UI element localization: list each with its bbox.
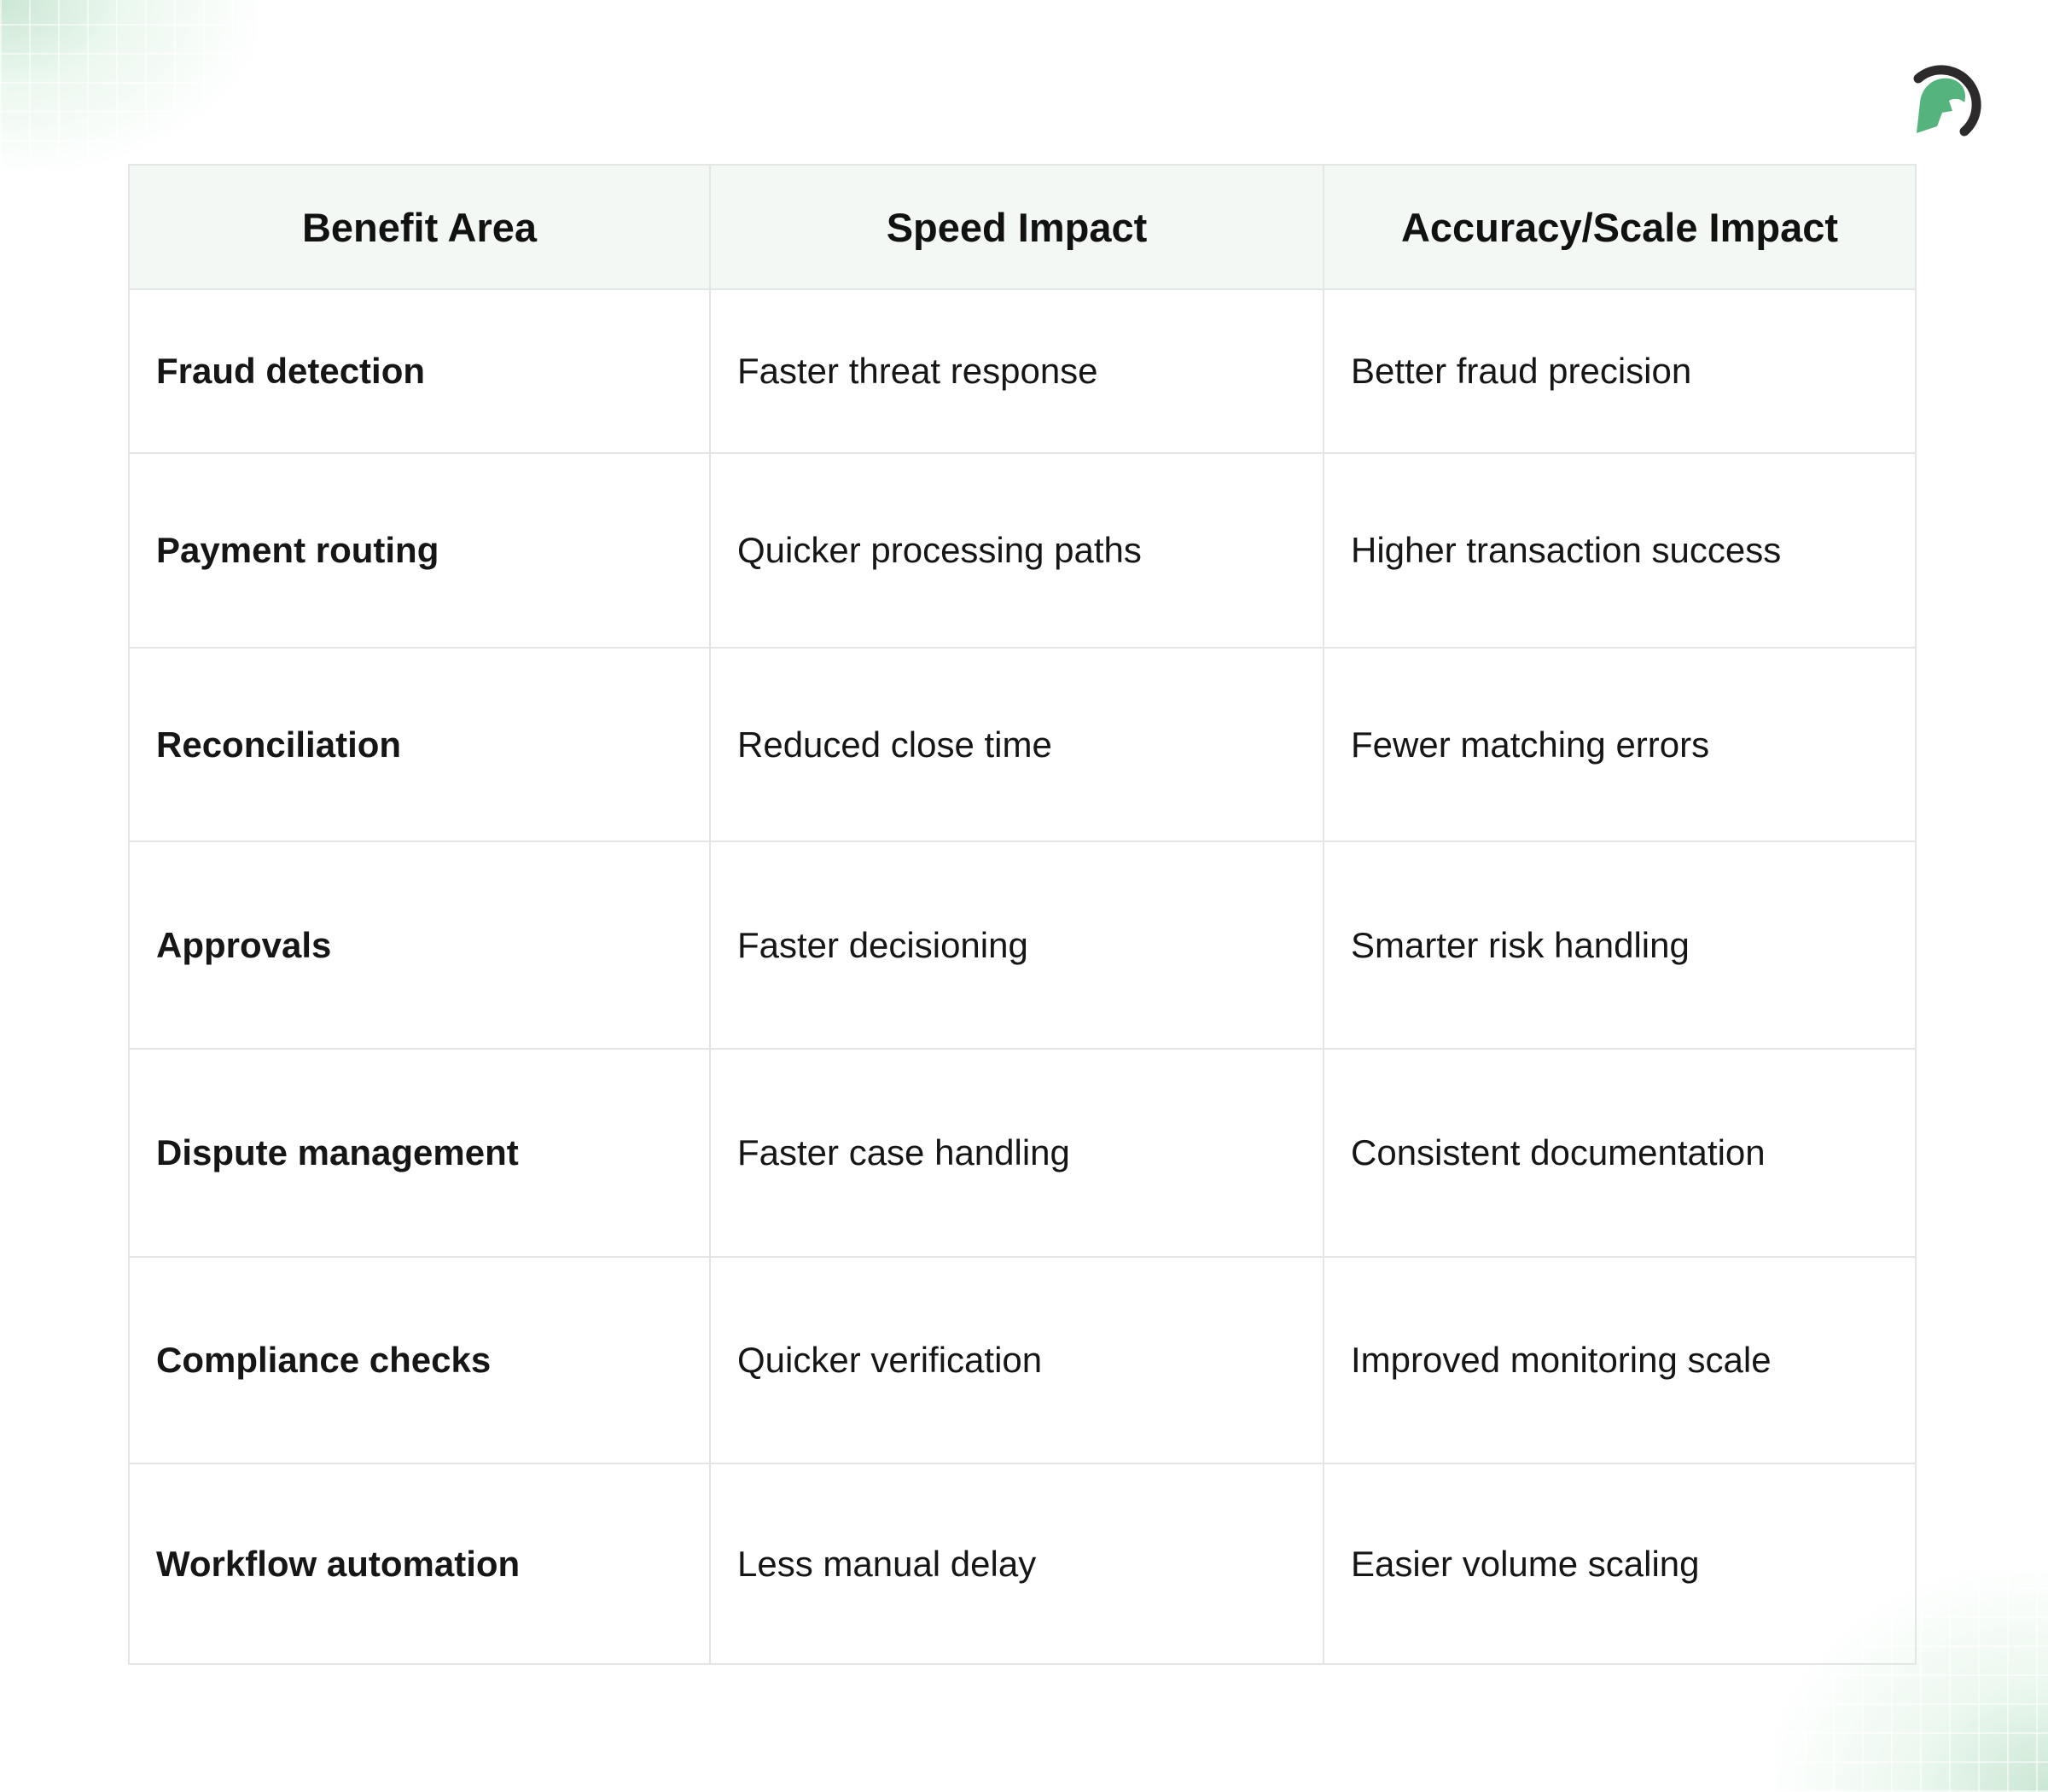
- table-row: [129, 841, 1916, 1049]
- table-row: [129, 289, 1916, 453]
- column-header-benefit-area: Benefit Area: [129, 165, 710, 289]
- table-row: [129, 1463, 1916, 1664]
- table-row: [129, 1257, 1916, 1463]
- accuracy-scale-impact-cell: Improved monitoring scale: [1324, 1257, 1916, 1463]
- benefit-area-cell: Workflow automation: [129, 1463, 710, 1664]
- benefit-area-cell: Fraud detection: [129, 289, 710, 453]
- decorative-grid-glow-top-left: [0, 0, 256, 171]
- speed-impact-cell: Faster threat response: [710, 289, 1324, 453]
- benefit-area-cell: Payment routing: [129, 453, 710, 648]
- speed-impact-cell: Faster decisioning: [710, 841, 1324, 1049]
- speed-impact-cell: Reduced close time: [710, 648, 1324, 841]
- benefit-area-cell: Compliance checks: [129, 1257, 710, 1463]
- benefit-area-cell: Reconciliation: [129, 648, 710, 841]
- benefit-area-cell: Dispute management: [129, 1049, 710, 1257]
- table-row: [129, 1049, 1916, 1257]
- speed-impact-cell: Quicker processing paths: [710, 453, 1324, 648]
- speed-impact-cell: Quicker verification: [710, 1257, 1324, 1463]
- accuracy-scale-impact-cell: Fewer matching errors: [1324, 648, 1916, 841]
- benefit-area-cell: Approvals: [129, 841, 710, 1049]
- table-header-row: [129, 165, 1916, 289]
- table-row: [129, 453, 1916, 648]
- column-header-accuracy-scale-impact: Accuracy/Scale Impact: [1324, 165, 1916, 289]
- accuracy-scale-impact-cell: Easier volume scaling: [1324, 1463, 1916, 1664]
- accuracy-scale-impact-cell: Consistent documentation: [1324, 1049, 1916, 1257]
- accuracy-scale-impact-cell: Higher transaction success: [1324, 453, 1916, 648]
- speed-impact-cell: Less manual delay: [710, 1463, 1324, 1664]
- speed-impact-cell: Faster case handling: [710, 1049, 1324, 1257]
- accuracy-scale-impact-cell: Better fraud precision: [1324, 289, 1916, 453]
- benefits-comparison-table: [128, 164, 1915, 1665]
- column-header-speed-impact: Speed Impact: [710, 165, 1324, 289]
- table-row: [129, 648, 1916, 841]
- spartan-helmet-logo-icon: [1908, 58, 1987, 137]
- accuracy-scale-impact-cell: Smarter risk handling: [1324, 841, 1916, 1049]
